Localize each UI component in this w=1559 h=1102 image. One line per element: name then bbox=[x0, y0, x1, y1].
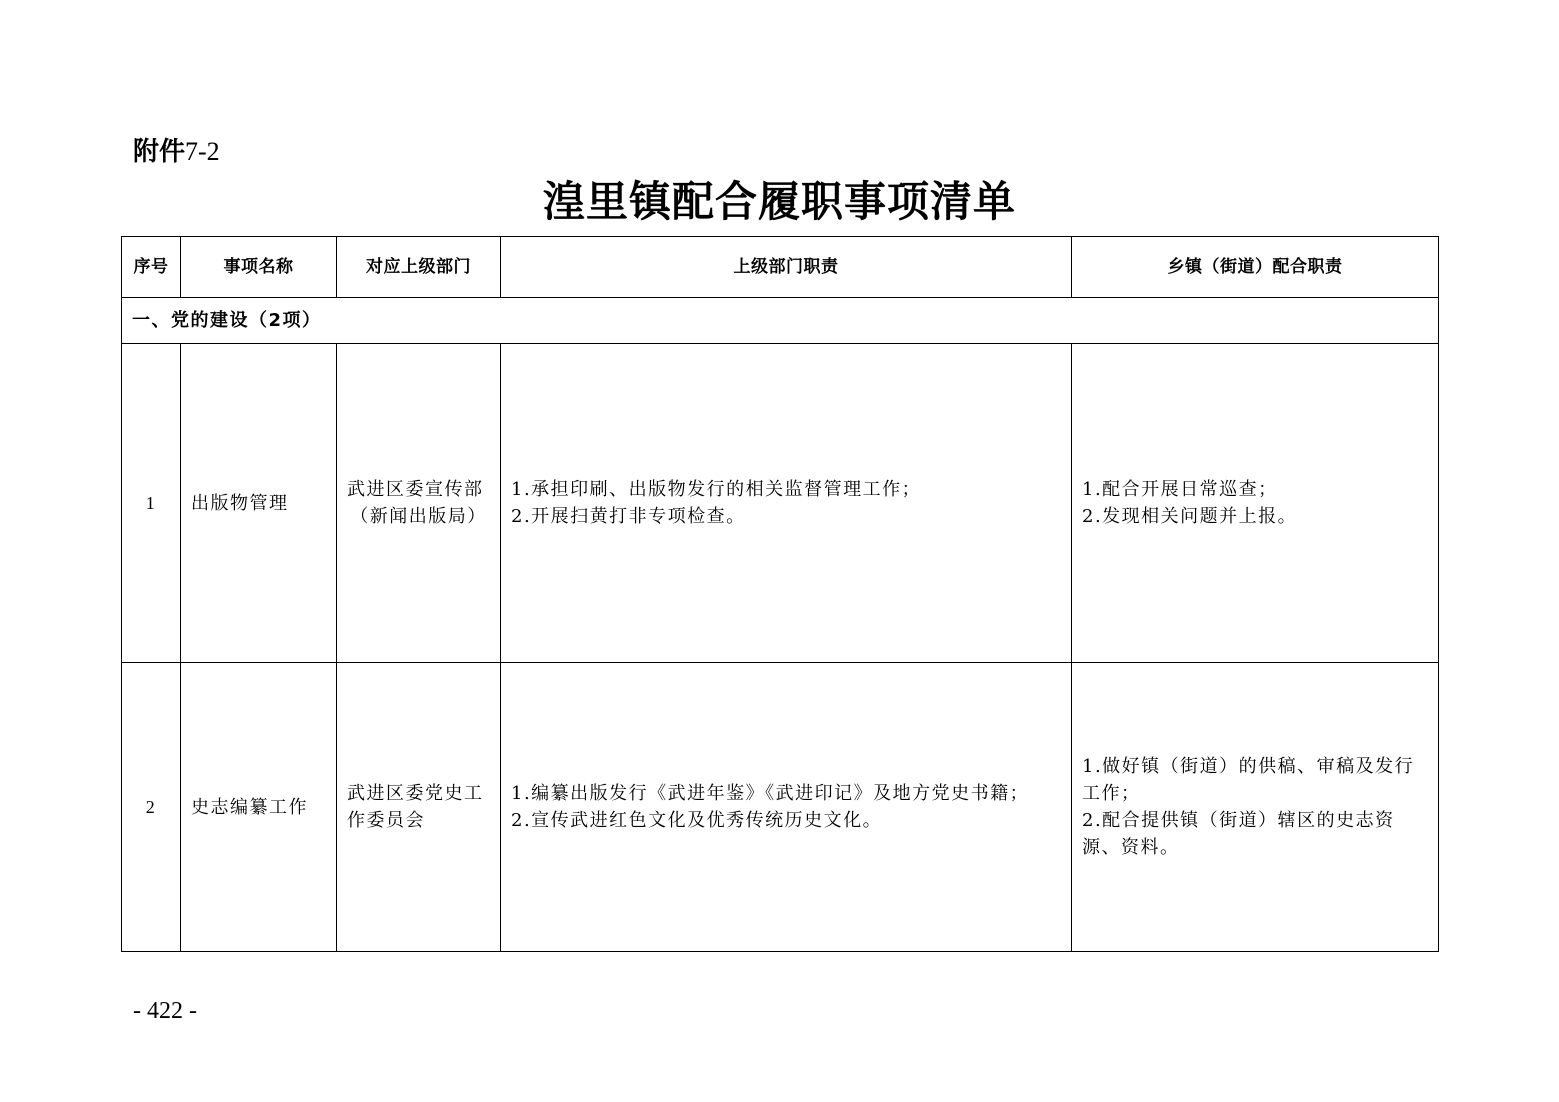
header-town-duties: 乡镇（街道）配合职责 bbox=[1072, 237, 1439, 298]
duty-line: 2.发现相关问题并上报。 bbox=[1082, 506, 1298, 527]
dept-line: 武进区委宣传部 bbox=[347, 479, 484, 500]
attachment-number: 7-2 bbox=[185, 137, 220, 166]
duties-table bbox=[121, 236, 1439, 952]
dept-line: 武进区委党史工作委员会 bbox=[347, 783, 484, 831]
duty-line: 1.编纂出版发行《武进年鉴》《武进印记》及地方党史书籍； bbox=[511, 783, 1030, 804]
section-heading: 一、党的建设（2项） bbox=[122, 298, 1439, 344]
table-header-row bbox=[122, 237, 1439, 298]
header-dept: 对应上级部门 bbox=[337, 237, 501, 298]
duty-line: 2.宣传武进红色文化及优秀传统历史文化。 bbox=[511, 810, 883, 831]
duty-line: 1.配合开展日常巡查； bbox=[1082, 479, 1278, 500]
duty-line: 1.承担印刷、出版物发行的相关监督管理工作； bbox=[511, 479, 922, 500]
attachment-label-text: 附件 bbox=[133, 137, 186, 167]
duty-line: 2.开展扫黄打非专项检查。 bbox=[511, 506, 746, 527]
document-title: 湟里镇配合履职事项清单 bbox=[542, 177, 1016, 226]
row-seq: 1 bbox=[122, 344, 181, 663]
row-dept bbox=[337, 344, 501, 663]
header-upper-duties: 上级部门职责 bbox=[501, 237, 1072, 298]
row-seq: 2 bbox=[122, 663, 181, 952]
dept-line: （新闻出版局） bbox=[350, 506, 487, 527]
row-town-duties bbox=[1072, 663, 1439, 952]
section-row bbox=[122, 298, 1439, 344]
table-row bbox=[122, 663, 1439, 952]
table-row bbox=[122, 344, 1439, 663]
row-dept bbox=[337, 663, 501, 952]
header-item-name: 事项名称 bbox=[181, 237, 337, 298]
header-seq: 序号 bbox=[122, 237, 181, 298]
row-upper-duties bbox=[501, 663, 1072, 952]
row-upper-duties bbox=[501, 344, 1072, 663]
duty-line: 1.做好镇（街道）的供稿、审稿及发行工作； bbox=[1082, 756, 1415, 804]
duty-line: 2.配合提供镇（街道）辖区的史志资源、资料。 bbox=[1082, 810, 1395, 858]
attachment-label bbox=[133, 134, 220, 170]
row-item-name: 史志编纂工作 bbox=[181, 663, 337, 952]
row-item-name: 出版物管理 bbox=[181, 344, 337, 663]
page-number: - 422 - bbox=[133, 998, 197, 1024]
row-town-duties bbox=[1072, 344, 1439, 663]
